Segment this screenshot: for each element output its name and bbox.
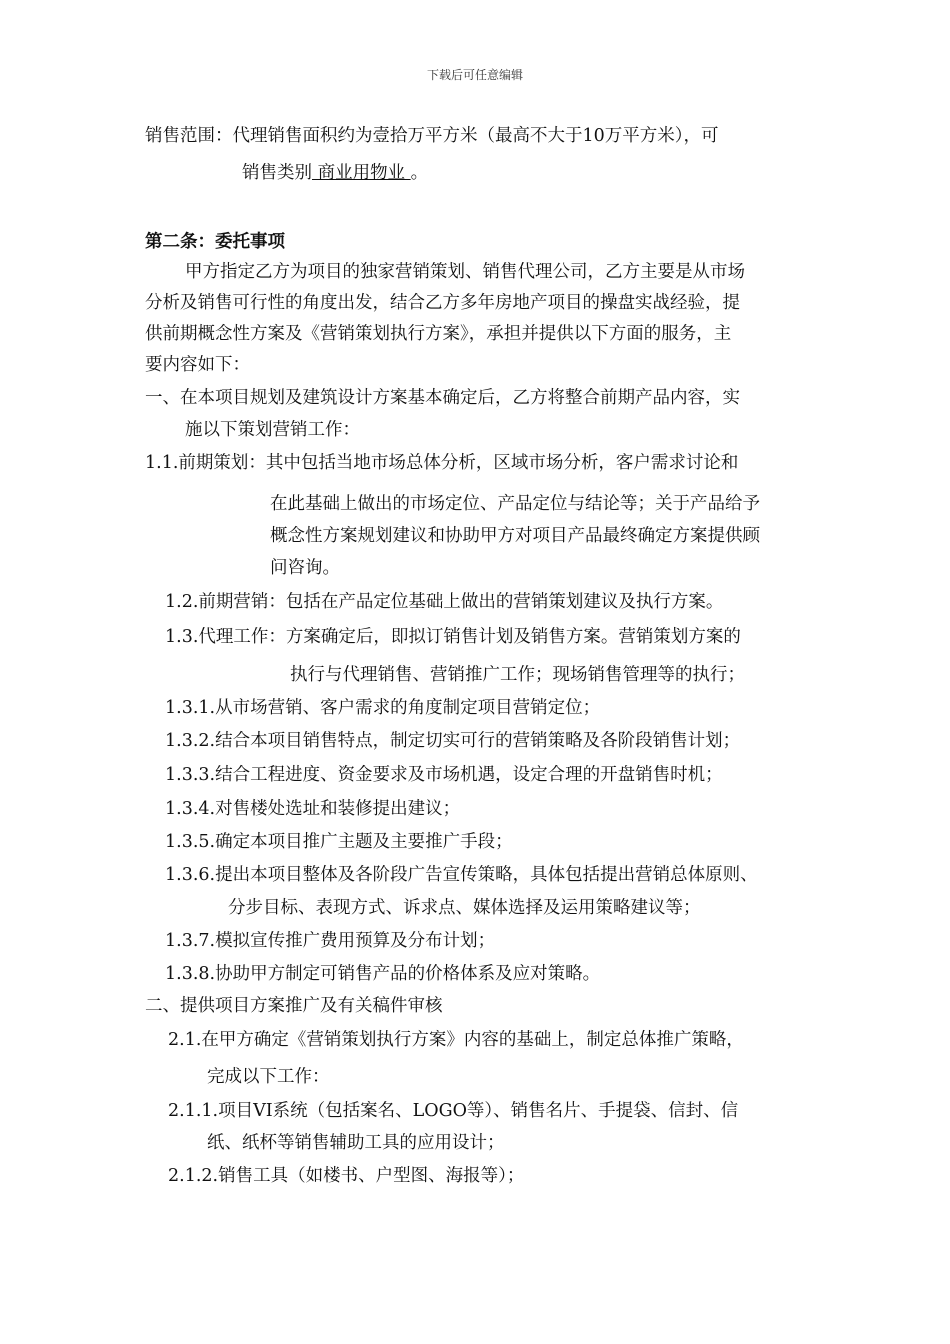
sales-category-line bbox=[242, 161, 428, 185]
list-item-1: 一、在本项目规划及建筑设计方案基本确定后，乙方将整合前期产品内容，实 bbox=[145, 388, 740, 408]
list-item-1-3-5: 1.3.5.确定本项目推广主题及主要推广手段； bbox=[165, 832, 513, 852]
sales-category-value: 商业用物业 bbox=[312, 163, 411, 183]
list-item-1-3-1: 1.3.1.从市场营销、客户需求的角度制定项目营销定位； bbox=[165, 698, 601, 718]
list-item-1-2: 1.2.前期营销：包括在产品定位基础上做出的营销策划建议及执行方案。 bbox=[165, 592, 724, 612]
list-item-1-3-3: 1.3.3.结合工程进度、资金要求及市场机遇，设定合理的开盘销售时机； bbox=[165, 765, 723, 785]
sales-category-label: 销售类别 bbox=[242, 163, 312, 183]
paragraph-line: 要内容如下： bbox=[145, 355, 250, 375]
list-item-2: 二、提供项目方案推广及有关稿件审核 bbox=[145, 996, 443, 1016]
paragraph-line: 分析及销售可行性的角度出发，结合乙方多年房地产项目的操盘实战经验，提 bbox=[145, 293, 740, 313]
list-item-2-1-1: 2.1.1.项目VI系统（包括案名、LOGO等）、销售名片、手提袋、信封、信 bbox=[168, 1101, 739, 1121]
list-item-1-3-7: 1.3.7.模拟宣传推广费用预算及分布计划； bbox=[165, 931, 496, 951]
list-item-1-3-2: 1.3.2.结合本项目销售特点，制定切实可行的营销策略及各阶段销售计划； bbox=[165, 731, 741, 751]
list-item-1-3-4: 1.3.4.对售楼处选址和装修提出建议； bbox=[165, 799, 461, 819]
list-item-1-3-cont: 执行与代理销售、营销推广工作；现场销售管理等的执行； bbox=[290, 665, 745, 685]
section-title-article-2: 第二条：委托事项 bbox=[145, 232, 285, 252]
list-item-1-1-cont: 在此基础上做出的市场定位、产品定位与结论等；关于产品给予 bbox=[270, 494, 760, 514]
sales-category-end: 。 bbox=[410, 163, 429, 183]
list-item-1-cont: 施以下策划营销工作： bbox=[185, 420, 360, 440]
page-header: 下载后可任意编辑 bbox=[426, 68, 523, 82]
list-item-1-3: 1.3.代理工作：方案确定后，即拟订销售计划及销售方案。营销策划方案的 bbox=[165, 627, 741, 647]
list-item-1-1-cont: 概念性方案规划建议和协助甲方对项目产品最终确定方案提供顾 bbox=[270, 526, 760, 546]
list-item-2-1-2: 2.1.2.销售工具（如楼书、户型图、海报等）； bbox=[168, 1166, 525, 1186]
sales-scope-line: 销售范围：代理销售面积约为壹拾万平方米（最高不大于10万平方米），可 bbox=[145, 126, 719, 146]
list-item-1-1-cont: 问咨询。 bbox=[270, 558, 340, 578]
list-item-2-1-1-cont: 纸、纸杯等销售辅助工具的应用设计； bbox=[207, 1133, 505, 1153]
paragraph-line: 甲方指定乙方为项目的独家营销策划、销售代理公司，乙方主要是从市场 bbox=[185, 262, 745, 282]
list-item-2-1: 2.1.在甲方确定《营销策划执行方案》内容的基础上，制定总体推广策略， bbox=[168, 1030, 744, 1050]
list-item-1-3-6-cont: 分步目标、表现方式、诉求点、媒体选择及运用策略建议等； bbox=[228, 898, 701, 918]
list-item-2-1-cont: 完成以下工作： bbox=[207, 1067, 330, 1087]
list-item-1-3-8: 1.3.8.协助甲方制定可销售产品的价格体系及应对策略。 bbox=[165, 964, 601, 984]
paragraph-line: 供前期概念性方案及《营销策划执行方案》，承担并提供以下方面的服务，主 bbox=[145, 324, 732, 344]
list-item-1-1: 1.1.前期策划：其中包括当地市场总体分析，区域市场分析，客户需求讨论和 bbox=[145, 453, 739, 473]
list-item-1-3-6: 1.3.6.提出本项目整体及各阶段广告宣传策略，具体包括提出营销总体原则、 bbox=[165, 865, 758, 885]
